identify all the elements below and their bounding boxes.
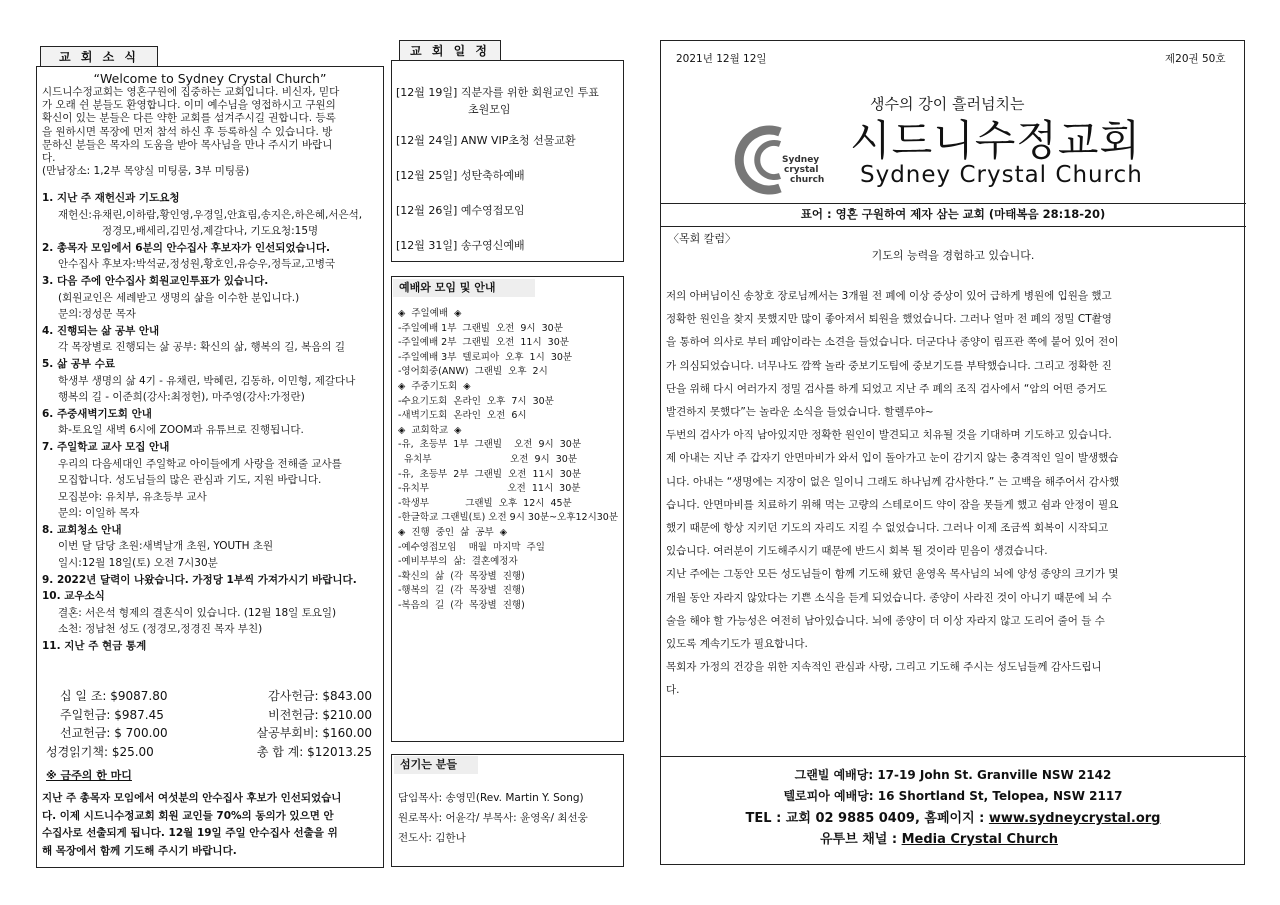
- column-line: 니다. 아내는 “생명에는 지장이 없은 일이니 그래도 하나님께 감사한다.” 는 고백을 해주어서 감사했: [666, 475, 1120, 488]
- news-item-line: (회원교인은 세례받고 생명의 삶을 이수한 분입니다.): [58, 291, 300, 304]
- schedule-line: [396, 237, 621, 254]
- logo-text-1: Sydney: [782, 155, 820, 165]
- news-item-title: 7. 주일학교 교사 모집 안내: [42, 440, 170, 453]
- staff-line: 원로목사: 어윤각/ 부목사: 윤영옥/ 최선웅: [398, 812, 588, 824]
- service-item: -학생부 그랜빌 오후 12시 45분: [398, 497, 572, 509]
- schedule-text: 예수영접모임: [460, 204, 525, 217]
- service-item: -새벽기도회 온라인 오전 6시: [398, 410, 527, 422]
- column-line: 정확한 원인을 찾지 못했지만 많이 좋아져서 퇴원을 했었습니다. 그러나 얼마 전 폐의 정밀 CT촬영: [666, 313, 1112, 326]
- column-line: 있습니다. 여러분이 기도해주시기 때문에 반드시 회복 될 것이라 믿음이 생겼습니다.: [666, 545, 1048, 558]
- word-line: 수집사로 선출되게 됩니다. 12월 19일 주일 안수집사 선출을 위: [42, 827, 338, 839]
- service-item: -예수영접모임 매월 마지막 주일: [398, 541, 545, 553]
- news-list: [42, 190, 387, 655]
- offering-row: [42, 687, 382, 706]
- church-news-tab: 교 회 소 식: [40, 46, 158, 67]
- news-item-title: 9. 2022년 달력이 나왔습니다. 가정당 1부씩 가져가시기 바랍니다.: [42, 573, 357, 586]
- news-item-line: 행복의 길 - 이준희(강사:최정헌), 마주영(강사:가정란): [58, 391, 305, 404]
- service-item: -행복의 길 (각 목장별 진행): [398, 585, 525, 597]
- schedule-line: [396, 167, 621, 184]
- column-label: 〈목회 칼럼〉: [668, 232, 737, 245]
- service-item: -주일예배 1부 그랜빌 오전 9시 30분: [398, 322, 563, 334]
- column-line: 목회자 가정의 건강을 위한 지속적인 관심과 사랑, 그리고 기도해 주시는 성도님들께 감사드립니: [666, 661, 1102, 674]
- column-line: 했기 때문에 항상 지키던 기도의 자리도 지킬 수 없었습니다. 그러나 이제 조금씩 회복이 시작되고: [666, 522, 1109, 535]
- column-title: 기도의 능력을 경험하고 있습니다.: [871, 249, 1035, 262]
- offering-row: [42, 743, 382, 762]
- service-item: -영어회중(ANW) 그랜빌 오후 2시: [398, 366, 548, 378]
- schedule-text: 송구영신예배: [460, 239, 525, 252]
- news-item-line: 우리의 다음세대인 주일학교 아이들에게 사랑을 전해줄 교사를: [58, 457, 342, 470]
- service-item: -주일예배 3부 텔로피아 오후 1시 30분: [398, 351, 573, 363]
- church-name-en: Sydney Crystal Church: [860, 162, 1143, 188]
- schedule-item: [396, 202, 621, 219]
- services-list: [398, 307, 622, 613]
- column-line: 저의 아버님이신 송창호 장로님께서는 3개월 전 폐에 이상 증상이 있어 급하게 병원에 입원을 했고: [666, 290, 1112, 302]
- offering-label-right: 총 합 계: $12013.25: [256, 744, 372, 759]
- footer-youtube-prefix: 유투브 채널 :: [820, 832, 902, 847]
- news-item-line: 정경모,배세리,김민성,제갈다나, 기도요청:15명: [102, 225, 319, 238]
- word-text: [42, 790, 386, 860]
- offering-label-left: 주일헌금: $987.45: [60, 707, 164, 722]
- footer-divider: [660, 756, 1246, 757]
- footer-youtube: [660, 828, 1246, 847]
- column-line: 두번의 검사가 아직 남아있지만 정확한 원인이 발견되고 치유될 것을 기대하며 기도하고 있습니다.: [666, 429, 1112, 442]
- intro-line: 문하신 분들은 목자의 도움을 받아 목사님을 만나 주시기 바랍니: [42, 138, 333, 151]
- logo-text-2: crystal: [784, 165, 819, 175]
- news-item-line: 화-토요일 새벽 6시에 ZOOM과 유튜브로 진행됩니다.: [58, 424, 304, 437]
- schedule-date: [12월 26일]: [396, 204, 458, 217]
- schedule-item: [396, 132, 621, 149]
- schedule-text: 성탄축하예배: [460, 169, 525, 182]
- footer-tel: [660, 807, 1246, 826]
- offering-label-left: 십 일 조: $9087.80: [60, 689, 168, 703]
- column-line: 단을 위해 다시 여러가지 정밀 검사를 하게 되었고 지난 주 폐의 조직 검사에서 “암의 어떤 증거도: [666, 382, 1107, 395]
- news-item-line: 이번 달 담당 초원:새벽날개 초원, YOUTH 초원: [58, 540, 274, 553]
- schedule-line: [396, 84, 621, 101]
- intro-line: 확신이 있는 분들은 다른 약한 교회를 섬겨주시길 권합니다. 등록: [42, 112, 336, 125]
- news-item-line: 소천: 정남천 성도 (정경모,정경진 목자 부친): [58, 623, 263, 636]
- service-heading: ◈ 주일예배 ◈: [398, 308, 462, 319]
- welcome-title: “Welcome to Sydney Crystal Church”: [93, 71, 327, 86]
- church-motto: 표어 : 영혼 구원하여 제자 삼는 교회 (마태복음 28:18-20): [800, 207, 1106, 221]
- staff-line: 담임목사: 송영민(Rev. Martin Y. Song): [398, 792, 584, 804]
- schedule-list: [396, 84, 621, 272]
- intro-line: (만남장소: 1,2부 목양실 미팅룸, 3부 미팅룸): [42, 165, 250, 178]
- footer-tel-prefix: TEL : 교회 02 9885 0409, 홈페이지 :: [745, 811, 989, 826]
- news-item-title: 10. 교우소식: [42, 590, 105, 603]
- column-line: 제 아내는 지난 주 갑자기 안면마비가 와서 입이 돌아가고 눈이 감기지 않는 충격적인 일이 발생했습: [666, 452, 1119, 465]
- news-item-line: 문의: 이일하 목자: [58, 507, 140, 520]
- word-line: 지난 주 총목자 모임에서 여섯분의 안수집사 후보가 인선되었습니: [42, 792, 342, 804]
- news-item-title: 8. 교회청소 안내: [42, 523, 122, 536]
- staff-line: 전도사: 김한나: [398, 832, 466, 844]
- news-item-line: 학생부 생명의 삶 4기 - 유채린, 박혜린, 김동하, 이민형, 제갈다나: [58, 374, 356, 387]
- service-heading: ◈ 주중기도회 ◈: [398, 380, 471, 392]
- column-line: 가 의심되었습니다. 너무나도 깜짝 놀라 중보기도팀에 중보기도를 부탁했습니다. 그리고 정확한 진: [666, 359, 1112, 372]
- schedule-date: [12월 25일]: [396, 169, 458, 182]
- column-line: 개월 동안 자라지 않았다는 기쁜 소식을 듣게 되었습니다. 종양이 사라진 것이 아니기 때문에 뇌 수: [666, 591, 1112, 604]
- column-line: 술을 해야 할 가능성은 여전히 남아있습니다. 뇌에 종양이 더 이상 자라지 않고 도리어 줄어 들 수: [666, 614, 1105, 627]
- news-item-line: 문의:정성문 목자: [58, 308, 136, 321]
- service-item: -주일예배 2부 그랜빌 오전 11시 30분: [398, 337, 569, 349]
- schedule-item: [396, 237, 621, 254]
- offering-table: [42, 687, 382, 761]
- schedule-text: ANW VIP초청 선물교환: [460, 134, 576, 147]
- youtube-link[interactable]: Media Crystal Church: [901, 832, 1058, 847]
- word-line: 다. 이제 시드니수정교회 회원 교인들 70%의 동의가 있으면 안: [42, 809, 334, 822]
- news-item-title: 11. 지난 주 현금 통계: [42, 640, 147, 653]
- motto-divider: [660, 203, 1246, 204]
- column-line: 지난 주에는 그동안 모든 성도님들이 함께 기도해 왔던 윤영옥 목사님의 뇌에 양성 종양의 크기가 몇: [666, 568, 1119, 581]
- column-line: 있도록 계속기도가 필요합니다.: [666, 638, 808, 651]
- service-heading: ◈ 교회학교 ◈: [398, 424, 462, 436]
- offering-row: [42, 706, 382, 725]
- intro-line: 시드니수정교회는 영혼구원에 집중하는 교회입니다. 비신자, 믿다: [42, 86, 340, 98]
- church-name-kr: 시드니수정교회: [850, 116, 1142, 165]
- intro-line: 다.: [42, 152, 56, 165]
- bulletin-date: 2021년 12월 12일: [676, 53, 767, 65]
- service-item: -한글학교 그랜빌(토) 오전 9시 30분~오후12시30분: [398, 512, 619, 524]
- news-item-title: 6. 주중새벽기도회 안내: [42, 407, 152, 420]
- church-logo: [734, 120, 834, 200]
- column-line: 을 통하여 의사로 부터 폐암이라는 소견을 들었습니다. 더군다나 종양이 림프관 쪽에 붙어 있어 전이: [666, 336, 1119, 349]
- news-item-line: 모집합니다. 성도님들의 많은 관심과 기도, 지원 바랍니다.: [58, 474, 322, 487]
- schedule-date: [12월 19일]: [396, 86, 458, 99]
- website-link[interactable]: www.sydneycrystal.org: [988, 811, 1161, 826]
- word-line: 해 목장에서 함께 기도해 주시기 바랍니다.: [42, 844, 237, 857]
- staff-list: [398, 788, 622, 848]
- service-item: -복음의 길 (각 목장별 진행): [398, 599, 525, 611]
- service-item: -수요기도회 온라인 오후 7시 30분: [398, 395, 554, 407]
- intro-text: [42, 86, 382, 178]
- footer-telopea: 텔로피아 예배당: 16 Shortland St, Telopea, NSW 2117: [783, 789, 1123, 803]
- offering-label-right: 감사헌금: $843.00: [268, 689, 372, 703]
- schedule-tab: 교 회 일 정: [399, 40, 501, 61]
- church-slogan: 생수의 강이 흘러넘치는: [870, 95, 1025, 113]
- column-line: 습니다. 안면마비를 치료하기 위해 먹는 고량의 스테로이드 약이 잠을 못들게 했고 쉼과 안정이 필요: [666, 498, 1119, 511]
- service-item: 유치부 오전 9시 30분: [398, 453, 578, 465]
- offering-row: [42, 724, 382, 743]
- motto-divider-2: [660, 226, 1246, 227]
- intro-line: 을 원하시면 목장에 먼저 참석 하신 후 등록하실 수 있습니다. 방: [42, 125, 333, 138]
- news-item-title: 5. 삶 공부 수료: [42, 357, 115, 370]
- news-item-title: 3. 다음 주에 안수집사 회원교인투표가 있습니다.: [42, 274, 269, 287]
- schedule-date: [12월 31일]: [396, 239, 458, 252]
- service-item: -유치부 오전 11시 30분: [398, 483, 581, 495]
- offering-label-left: 성경읽기책: $25.00: [46, 744, 154, 759]
- column-line: 발견하지 못했다”는 놀라운 소식을 들었습니다. 할렐루야~: [666, 406, 934, 419]
- logo-text-3: church: [790, 175, 825, 185]
- service-heading: ◈ 진행 중인 삶 공부 ◈: [398, 526, 508, 538]
- staff-header: 섬기는 분들: [394, 756, 478, 774]
- schedule-date: [12월 24일]: [396, 134, 458, 147]
- service-item: -유, 초등부 1부 그랜빌 오전 9시 30분: [398, 439, 582, 451]
- schedule-item: [396, 84, 621, 118]
- offering-label-right: 살공부회비: $160.00: [256, 726, 372, 740]
- schedule-line: [396, 132, 621, 149]
- news-item-title: 1. 지난 주 재헌신과 기도요청: [42, 192, 180, 204]
- news-item-line: 각 목장별로 진행되는 삶 공부: 확신의 삶, 행복의 길, 복음의 길: [58, 341, 346, 354]
- schedule-text: 직분자를 위한 회원교인 투표: [460, 86, 599, 99]
- news-item-line: 모집분야: 유치부, 유초등부 교사: [58, 490, 207, 503]
- column-body: [666, 285, 1246, 703]
- schedule-item: [396, 167, 621, 184]
- schedule-text-2: 초원모임: [468, 103, 511, 116]
- offering-label-left: 선교헌금: $ 700.00: [60, 726, 168, 740]
- intro-line: 가 오래 쉰 분들도 환영합니다. 이미 예수님을 영접하시고 구원의: [42, 99, 336, 112]
- news-item-line: 일시:12월 18일(토) 오전 7시30분: [58, 557, 218, 570]
- service-item: -예비부부의 삶: 결혼예정자: [398, 556, 518, 568]
- footer-granville: 그랜빌 예배당: 17-19 John St. Granville NSW 2142: [794, 768, 1112, 782]
- service-item: -확신의 삶 (각 목장별 진행): [398, 570, 525, 582]
- schedule-line: [396, 202, 621, 219]
- service-item: -유, 초등부 2부 그랜빌 오전 11시 30분: [398, 468, 582, 480]
- news-item-line: 결혼: 서은석 형제의 결혼식이 있습니다. (12월 18일 토요일): [58, 606, 337, 619]
- offering-label-right: 비전헌금: $210.00: [268, 707, 372, 722]
- news-item-line: 재헌신:유채린,이하람,황인영,우경일,안효림,송지은,하은혜,서은석,: [58, 208, 363, 221]
- news-item-title: 4. 진행되는 삶 공부 안내: [42, 324, 160, 337]
- word-title: ※ 금주의 한 마디: [46, 769, 132, 782]
- column-line: 다.: [666, 684, 680, 697]
- news-item-title: 2. 총목자 모임에서 6분의 안수집사 후보자가 인선되었습니다.: [42, 241, 330, 254]
- logo-inner-c: [757, 143, 780, 177]
- services-header: 예배와 모임 및 안내: [393, 279, 535, 297]
- bulletin-issue: 제20권 50호: [1165, 53, 1226, 65]
- news-item-line: 안수집사 후보자:박석균,정성원,황호인,유승우,정득교,고병국: [58, 258, 336, 271]
